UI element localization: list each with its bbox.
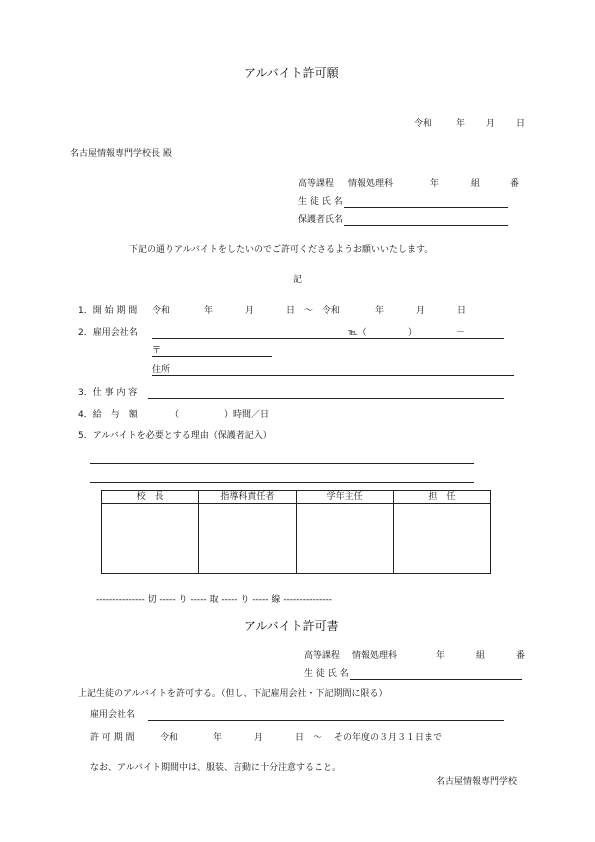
date-day: 日 [516,119,526,129]
number-label: 番 [510,179,520,189]
course-label: 高等課程 [298,179,335,189]
stamp-cell-grade-head[interactable] [296,504,393,574]
permit-number: 番 [516,651,526,661]
permit-period-label: 許 可 期 間 [90,733,135,743]
address-label: 住所 [152,365,171,375]
permit-month-l: 月 [254,733,264,743]
ki-label: 記 [293,275,303,285]
item2-label: 2．雇用会社名 [78,328,138,338]
date-era: 令和 [414,119,433,129]
student-name-line[interactable] [344,207,508,208]
job-content-line[interactable] [148,398,504,399]
dept-label: 情報処理科 [348,179,394,189]
guardian-name-line[interactable] [344,225,508,226]
item1-era2: 令和 [322,306,341,316]
permit-course: 高等課程 [304,651,341,661]
tel-dash: － [456,328,466,338]
permit-school: 名古屋情報専門学校 [436,777,518,787]
stamp-table [101,490,491,574]
permit-year-l: 年 [213,733,223,743]
item4-label: 4．給 与 額 [78,410,138,420]
address-line[interactable] [152,375,514,376]
item1-month2: 月 [416,306,426,316]
permit-day-l: 日 [295,733,305,743]
guardian-name-label: 保護者氏名 [298,215,344,225]
postal-mark: 〒 [152,346,162,356]
stamp-cell-homeroom[interactable] [393,504,490,574]
class-label: 組 [471,179,481,189]
item1-year: 年 [204,306,214,316]
permit-company-line[interactable] [148,720,504,721]
addressee: 名古屋情報専門学校長 殿 [70,149,172,159]
stamp-header-homeroom: 担 任 [393,491,490,504]
document-title: アルバイト許可願 [244,66,339,80]
permit-period-end: その年度の３月３１日まで [334,733,443,743]
student-name-label: 生 徒 氏 名 [298,197,343,207]
stamp-cell-principal[interactable] [102,504,199,574]
reason-line-2[interactable] [90,482,474,483]
item4-open: （ [170,410,180,420]
item1-day: 日 [286,306,296,316]
permit-title: アルバイト許可書 [244,619,339,633]
permit-dept: 情報処理科 [352,651,398,661]
tel-label: ℡（ [348,328,367,338]
date-month: 月 [486,119,496,129]
permit-company-label: 雇用会社名 [90,710,136,720]
date-year: 年 [456,119,466,129]
reason-line-1[interactable] [90,463,474,464]
item1-era: 令和 [152,306,171,316]
permit-year: 年 [436,651,446,661]
stamp-cell-dept-head[interactable] [199,504,296,574]
permit-text: 上記生徒のアルバイトを許可する。（但し、下記雇用会社・下記期間に限る） [78,689,388,699]
permit-tilde: ～ [313,733,323,743]
item1-year2: 年 [375,306,385,316]
permit-note: なお、アルバイト期間中は、服装、言動に十分注意すること。 [90,763,342,773]
tel-close: ） [408,328,418,338]
company-name-line[interactable] [152,338,504,339]
stamp-header-principal: 校 長 [102,491,199,504]
item1-month: 月 [245,306,255,316]
item4-close: ）時間／日 [224,410,270,420]
permit-class: 組 [476,651,486,661]
permit-student-name-line[interactable] [350,679,522,680]
item3-label: 3．仕 事 内 容 [78,388,138,398]
permit-era: 令和 [160,733,179,743]
item1-day2: 日 [457,306,467,316]
postal-line[interactable] [152,356,272,357]
request-text: 下記の通りアルバイトをしたいのでご許可くださるようお願いいたします。 [129,245,434,255]
stamp-header-grade-head: 学年主任 [296,491,393,504]
cut-line: --------------- 切 ----- り ----- 取 ----- り ----- 線 --------------- [96,595,332,605]
item1-tilde: ～ [304,306,314,316]
item1-label: 1．開 始 期 間 [78,306,138,316]
permit-student-name-label: 生 徒 氏 名 [304,669,349,679]
item5-label: 5．アルバイトを必要とする理由（保護者記入） [78,431,272,441]
year-label: 年 [430,179,440,189]
stamp-header-dept-head: 指導科責任者 [199,491,296,504]
